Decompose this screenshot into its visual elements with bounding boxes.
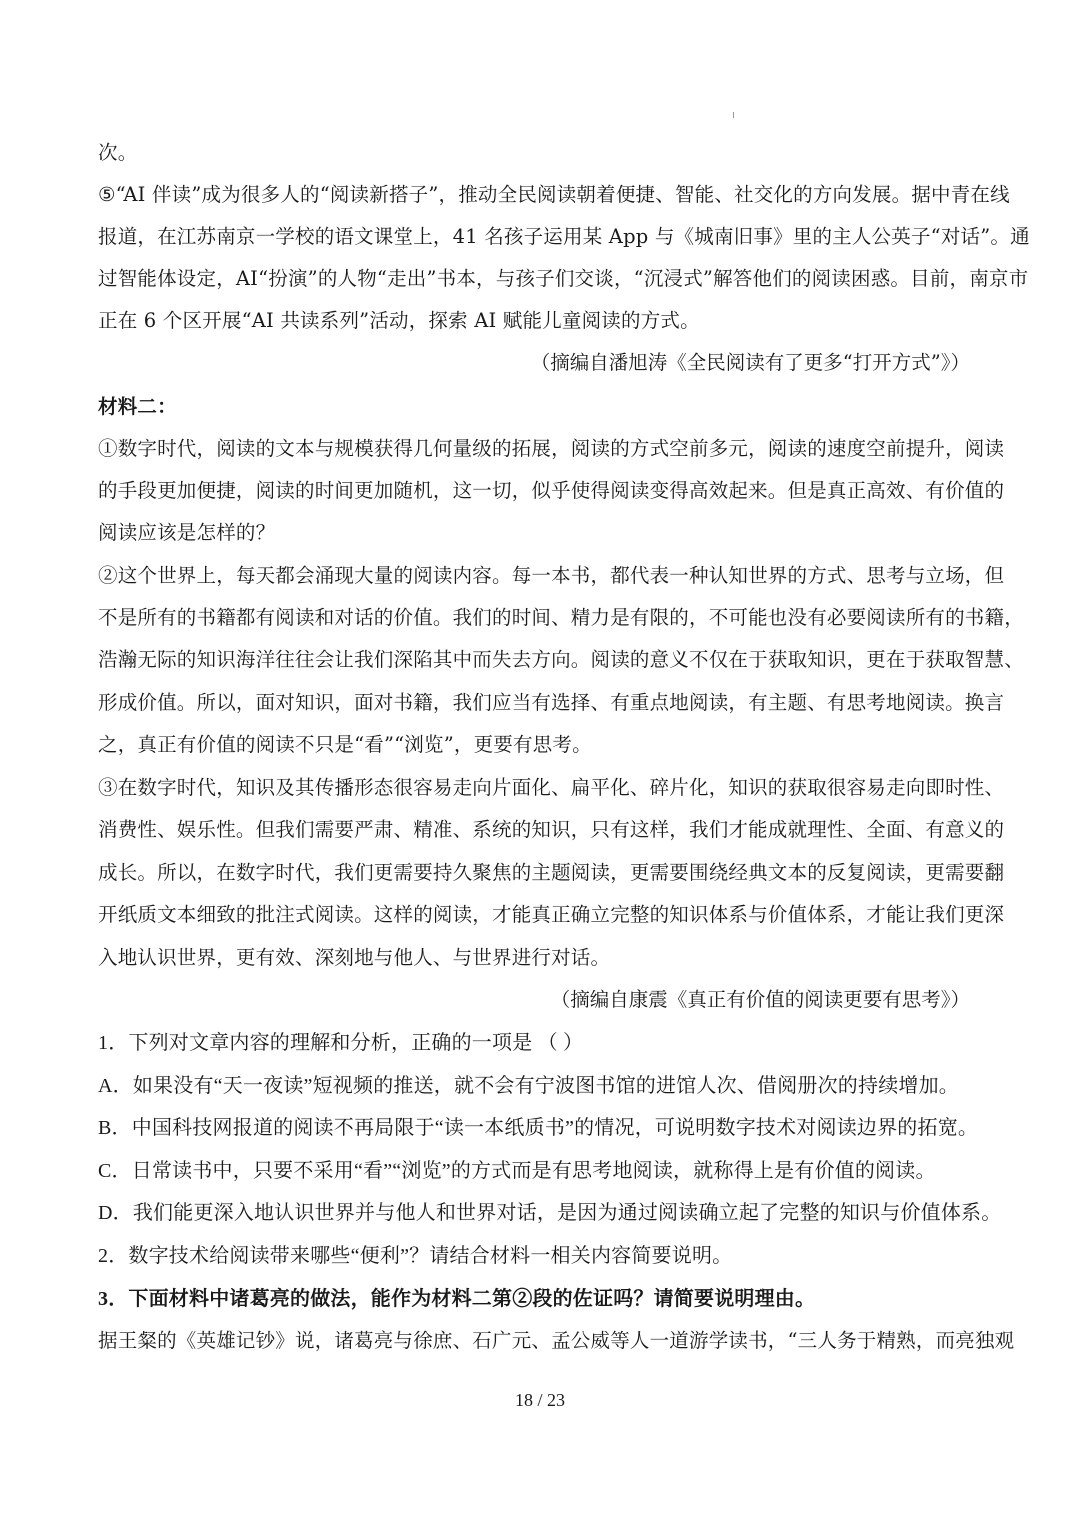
question-3-text: 据王粲的《英雄记钞》说，诸葛亮与徐庶、石广元、孟公威等人一道游学读书，“三人务于精熟，而亮独观 [98, 1329, 1015, 1352]
paragraph-line: ⑤“AI 伴读”成为很多人的“阅读新搭子”，推动全民阅读朝着便捷、智能、社交化的方向发展。据中青在线 [98, 183, 1010, 206]
paragraph-line: 次。 [98, 141, 138, 164]
paragraph-line: ①数字时代，阅读的文本与规模获得几何量级的拓展，阅读的方式空前多元，阅读的速度空前提升，阅读 [98, 437, 1005, 460]
paragraph-line: 的手段更加便捷，阅读的时间更加随机，这一切，似乎使得阅读变得高效起来。但是真正高效、有价值的 [98, 479, 1005, 502]
paragraph-line: 消费性、娱乐性。但我们需要严肃、精准、系统的知识，只有这样，我们才能成就理性、全面、有意义的 [98, 818, 1005, 841]
paragraph-line: 阅读应该是怎样的？ [98, 521, 276, 544]
question-3: 3．下面材料中诸葛亮的做法，能作为材料二第②段的佐证吗？请简要说明理由。 [98, 1288, 816, 1310]
scan-mark [733, 112, 734, 118]
paragraph-line: 形成价值。所以，面对知识，面对书籍，我们应当有选择、有重点地阅读，有主题、有思考地阅读。换言 [98, 691, 1005, 714]
source-citation: （摘编自潘旭涛《全民阅读有了更多“打开方式”》） [530, 351, 970, 374]
option-a: A．如果没有“天一夜读”短视频的推送，就不会有宁波图书馆的进馆人次、借阅册次的持续增加。 [98, 1075, 959, 1097]
option-d: D．我们能更深入地认识世界并与他人和世界对话，是因为通过阅读确立起了完整的知识与价值体系。 [98, 1202, 1002, 1224]
source-citation: （摘编自康震《真正有价值的阅读更要有思考》） [550, 988, 970, 1011]
option-c: C．日常读书中，只要不采用“看”“浏览”的方式而是有思考地阅读，就称得上是有价值的阅读。 [98, 1160, 936, 1182]
paragraph-line: ②这个世界上，每天都会涌现大量的阅读内容。每一本书，都代表一种认知世界的方式、思考与立场，但 [98, 564, 1005, 587]
question-1: 1．下列对文章内容的理解和分析，正确的一项是 （ ） [98, 1032, 584, 1054]
section-heading: 材料二： [98, 395, 177, 418]
paragraph-line: 之，真正有价值的阅读不只是“看”“浏览”，更要有思考。 [98, 733, 592, 756]
question-2: 2．数字技术给阅读带来哪些“便利”？请结合材料一相关内容简要说明。 [98, 1245, 733, 1267]
paragraph-line: 正在 6 个区开展“AI 共读系列”活动，探索 AI 赋能儿童阅读的方式。 [98, 309, 700, 332]
paragraph-line: 过智能体设定，AI“扮演”的人物“走出”书本，与孩子们交谈，“沉浸式”解答他们的阅读困惑。目前，南京市 [98, 267, 1029, 290]
paragraph-line: 开纸质文本细致的批注式阅读。这样的阅读，才能真正确立完整的知识体系与价值体系，才能让我们更深 [98, 903, 1005, 926]
paragraph-line: 报道，在江苏南京一学校的语文课堂上，41 名孩子运用某 App 与《城南旧事》里的主人公英子“对话”。通 [98, 225, 1030, 248]
paragraph-line: 入地认识世界，更有效、深刻地与他人、与世界进行对话。 [98, 946, 611, 969]
option-b: B．中国科技网报道的阅读不再局限于“读一本纸质书”的情况，可说明数字技术对阅读边界的拓宽。 [98, 1117, 979, 1139]
paragraph-line: 浩瀚无际的知识海洋往往会让我们深陷其中而失去方向。阅读的意义不仅在于获取知识，更在于获取智慧、 [98, 648, 1024, 671]
page-number: 18 / 23 [514, 1390, 565, 1410]
paragraph-line: ③在数字时代，知识及其传播形态很容易走向片面化、扁平化、碎片化，知识的获取很容易走向即时性、 [98, 776, 1005, 799]
paragraph-line: 成长。所以，在数字时代，我们更需要持久聚焦的主题阅读，更需要围绕经典文本的反复阅读，更需要翻 [98, 861, 1005, 884]
paragraph-line: 不是所有的书籍都有阅读和对话的价值。我们的时间、精力是有限的，不可能也没有必要阅读所有的书籍， [98, 606, 1024, 629]
